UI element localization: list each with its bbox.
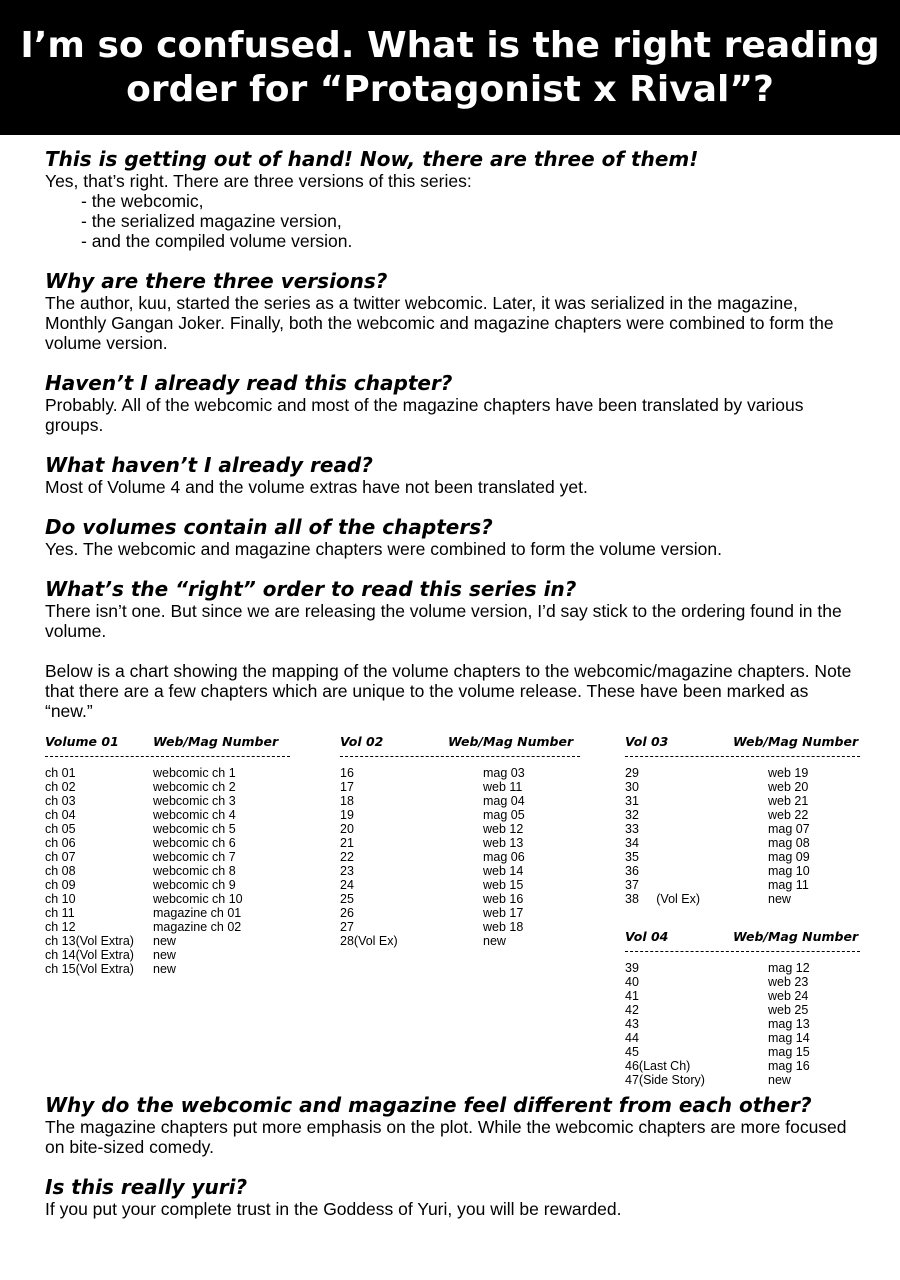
table-row [625, 836, 860, 850]
volume-chapter-cell: 26 [340, 906, 354, 920]
faq-question: Haven’t I already read this chapter? [45, 371, 453, 395]
table-row [45, 920, 290, 934]
table-row [45, 948, 290, 962]
volume-chapter-cell: 23 [340, 864, 354, 878]
volume-chapter-cell: ch 03 [45, 794, 76, 808]
webmag-chapter-cell: web 13 [483, 836, 524, 850]
table-row [340, 920, 580, 934]
webmag-chapter-cell: mag 16 [768, 1059, 810, 1073]
volume-chapter-cell: 17 [340, 780, 354, 794]
table-row [340, 934, 580, 948]
page-title-line-1: I’m so confused. What is the right reading [20, 24, 880, 66]
volume-chapter-cell: 28(Vol Ex) [340, 934, 398, 948]
table-row [625, 1003, 860, 1017]
chart-intro: Below is a chart showing the mapping of the volume chapters to the webcomic/magazine chapters. Note that there are a few chapters which are unique to the volume release. These have been marked as “new.” [45, 661, 852, 721]
version-list [45, 191, 860, 251]
volume-chapter-cell: 45 [625, 1045, 639, 1059]
list-item: - the serialized magazine version, [81, 211, 342, 231]
volume-chapter-cell: 31 [625, 794, 639, 808]
table-row [625, 961, 860, 975]
volume-chapter-cell: ch 10 [45, 892, 76, 906]
volume-chapter-cell: ch 09 [45, 878, 76, 892]
faq-answer: The magazine chapters put more emphasis on the plot. While the webcomic chapters are more focused on bite-sized comedy. [45, 1117, 847, 1157]
volume-chapter-cell: 21 [340, 836, 354, 850]
volume-chapter-cell: ch 08 [45, 864, 76, 878]
webmag-chapter-cell: web 24 [768, 989, 809, 1003]
webmag-chapter-cell: mag 07 [768, 822, 810, 836]
webmag-chapter-cell: web 21 [768, 794, 809, 808]
webmag-chapter-cell: web 16 [483, 892, 524, 906]
webmag-chapter-cell: webcomic ch 2 [153, 780, 236, 794]
volume-chapter-cell: 36 [625, 864, 639, 878]
volume-01-table [45, 735, 290, 976]
volume-chapter-cell: 30 [625, 780, 639, 794]
table-row [340, 906, 580, 920]
volume-03-table [625, 735, 860, 1087]
faq-answer: Most of Volume 4 and the volume extras have not been translated yet. [45, 477, 588, 497]
table-row [625, 1031, 860, 1045]
webmag-chapter-cell: mag 09 [768, 850, 810, 864]
faq-question: Why do the webcomic and magazine feel different from each other? [45, 1093, 812, 1117]
table-row [625, 780, 860, 794]
volume-chapter-cell: 24 [340, 878, 354, 892]
table-row [45, 850, 290, 864]
volume-02-table [340, 735, 580, 948]
column-header-webmag: Web/Mag Number [448, 734, 574, 749]
volume-chapter-cell: 19 [340, 808, 354, 822]
webmag-chapter-cell: mag 10 [768, 864, 810, 878]
webmag-chapter-cell: web 22 [768, 808, 809, 822]
volume-chapter-cell: 20 [340, 822, 354, 836]
webmag-chapter-cell: web 18 [483, 920, 524, 934]
volume-chapter-cell: 27 [340, 920, 354, 934]
title-banner [0, 0, 900, 135]
webmag-chapter-cell: webcomic ch 5 [153, 822, 236, 836]
volume-chapter-cell: 18 [340, 794, 354, 808]
webmag-chapter-cell: web 14 [483, 864, 524, 878]
faq-question: Do volumes contain all of the chapters? [45, 515, 493, 539]
webmag-chapter-cell: mag 06 [483, 850, 525, 864]
webmag-chapter-cell: mag 12 [768, 961, 810, 975]
table-row [625, 1045, 860, 1059]
list-item: - the webcomic, [81, 191, 204, 211]
webmag-chapter-cell: webcomic ch 3 [153, 794, 236, 808]
webmag-chapter-cell: new [768, 1073, 791, 1087]
volume-chapter-cell: 38 (Vol Ex) [625, 892, 701, 906]
volume-chapter-cell: 43 [625, 1017, 639, 1031]
table-header [45, 735, 290, 749]
webmag-chapter-cell: web 15 [483, 878, 524, 892]
table-row [340, 878, 580, 892]
table-row [45, 906, 290, 920]
webmag-chapter-cell: mag 03 [483, 766, 525, 780]
column-header-volume: Volume 01 [45, 734, 119, 749]
table-row [625, 794, 860, 808]
table-row [625, 822, 860, 836]
table-row [625, 892, 860, 906]
table-row [340, 822, 580, 836]
table-row [625, 808, 860, 822]
webmag-chapter-cell: web 12 [483, 822, 524, 836]
table-row [625, 878, 860, 892]
webmag-chapter-cell: webcomic ch 4 [153, 808, 236, 822]
volume-chapter-cell: 47(Side Story) [625, 1073, 705, 1087]
table-row [45, 864, 290, 878]
webmag-chapter-cell: new [483, 934, 506, 948]
table-divider [625, 756, 860, 757]
table-header [340, 735, 580, 749]
webmag-chapter-cell: magazine ch 01 [153, 906, 242, 920]
volume-chapter-cell: 22 [340, 850, 354, 864]
faq-answer: If you put your complete trust in the Goddess of Yuri, you will be rewarded. [45, 1199, 622, 1219]
table-row [45, 934, 290, 948]
webmag-chapter-cell: web 25 [768, 1003, 809, 1017]
faq-question: What haven’t I already read? [45, 453, 373, 477]
volume-chapter-cell: 25 [340, 892, 354, 906]
webmag-chapter-cell: webcomic ch 10 [153, 892, 243, 906]
table-divider [625, 951, 860, 952]
table-row [340, 864, 580, 878]
table-row [45, 808, 290, 822]
page-title-line-2: order for “Protagonist x Rival”? [126, 68, 774, 110]
faq-answer: Yes. The webcomic and magazine chapters were combined to form the volume version. [45, 539, 723, 559]
webmag-chapter-cell: web 19 [768, 766, 809, 780]
volume-chapter-cell: 29 [625, 766, 639, 780]
column-header-volume: Vol 04 [625, 929, 669, 944]
table-divider [45, 756, 290, 757]
column-header-volume: Vol 03 [625, 734, 669, 749]
list-item: - and the compiled volume version. [81, 231, 353, 251]
table-row [340, 780, 580, 794]
table-row [45, 878, 290, 892]
table-divider [340, 756, 580, 757]
webmag-chapter-cell: new [768, 892, 791, 906]
webmag-chapter-cell: webcomic ch 7 [153, 850, 236, 864]
webmag-chapter-cell: web 17 [483, 906, 524, 920]
column-header-volume: Vol 02 [340, 734, 384, 749]
table-row [45, 766, 290, 780]
faq-question: What’s the “right” order to read this series in? [45, 577, 577, 601]
webmag-chapter-cell: webcomic ch 6 [153, 836, 236, 850]
faq-question: Is this really yuri? [45, 1175, 248, 1199]
volume-chapter-cell: 35 [625, 850, 639, 864]
table-row [625, 1073, 860, 1087]
table-row [45, 892, 290, 906]
table-row [340, 892, 580, 906]
table-row [45, 780, 290, 794]
webmag-chapter-cell: mag 14 [768, 1031, 810, 1045]
column-header-webmag: Web/Mag Number [733, 929, 859, 944]
table-header [625, 930, 860, 944]
webmag-chapter-cell: web 11 [483, 780, 523, 794]
webmag-chapter-cell: new [153, 962, 176, 976]
table-row [340, 794, 580, 808]
volume-chapter-cell: ch 04 [45, 808, 76, 822]
volume-chapter-cell: 33 [625, 822, 639, 836]
volume-chapter-cell: ch 15(Vol Extra) [45, 962, 134, 976]
volume-chapter-cell: 41 [625, 989, 639, 1003]
volume-chapter-cell: 42 [625, 1003, 639, 1017]
faq-answer: There isn’t one. But since we are releasing the volume version, I’d say stick to the ordering found in the volume. [45, 601, 842, 641]
volume-chapter-cell: ch 11 [45, 906, 75, 920]
volume-chapter-cell: ch 06 [45, 836, 76, 850]
table-header [625, 735, 860, 749]
volume-chapter-cell: 37 [625, 878, 639, 892]
volume-chapter-cell: 32 [625, 808, 639, 822]
webmag-chapter-cell: mag 05 [483, 808, 525, 822]
faq-answer: The author, kuu, started the series as a twitter webcomic. Later, it was serialized in the magazine, Monthly Gangan Joker. Finally, both the webcomic and magazine chapters were combined to form the volume version. [45, 293, 834, 353]
table-row [340, 808, 580, 822]
webmag-chapter-cell: webcomic ch 1 [153, 766, 236, 780]
column-header-webmag: Web/Mag Number [153, 734, 279, 749]
volume-chapter-cell: 39 [625, 961, 639, 975]
table-row [45, 962, 290, 976]
table-row [340, 850, 580, 864]
faq-question: This is getting out of hand! Now, there are three of them! [45, 147, 699, 171]
chapter-mapping-tables [45, 735, 860, 1093]
volume-chapter-cell: 40 [625, 975, 639, 989]
volume-chapter-cell: ch 12 [45, 920, 76, 934]
webmag-chapter-cell: mag 08 [768, 836, 810, 850]
table-row [45, 794, 290, 808]
webmag-chapter-cell: web 20 [768, 780, 809, 794]
volume-chapter-cell: ch 05 [45, 822, 76, 836]
webmag-chapter-cell: mag 04 [483, 794, 525, 808]
table-row [625, 864, 860, 878]
volume-chapter-cell: ch 14(Vol Extra) [45, 948, 134, 962]
webmag-chapter-cell: new [153, 934, 176, 948]
webmag-chapter-cell: mag 11 [768, 878, 809, 892]
faq-answer: Probably. All of the webcomic and most of the magazine chapters have been translated by various groups. [45, 395, 804, 435]
faq-content [45, 147, 860, 1219]
table-row [625, 850, 860, 864]
volume-chapter-cell: ch 02 [45, 780, 76, 794]
table-row [45, 836, 290, 850]
table-row [625, 989, 860, 1003]
webmag-chapter-cell: webcomic ch 8 [153, 864, 236, 878]
webmag-chapter-cell: mag 15 [768, 1045, 810, 1059]
volume-chapter-cell: ch 07 [45, 850, 76, 864]
table-row [340, 836, 580, 850]
volume-chapter-cell: 34 [625, 836, 639, 850]
table-row [625, 766, 860, 780]
volume-chapter-cell: ch 01 [45, 766, 76, 780]
webmag-chapter-cell: web 23 [768, 975, 809, 989]
volume-chapter-cell: 44 [625, 1031, 639, 1045]
volume-chapter-cell: 16 [340, 766, 354, 780]
table-row [625, 975, 860, 989]
volume-chapter-cell: 46(Last Ch) [625, 1059, 691, 1073]
volume-chapter-cell: ch 13(Vol Extra) [45, 934, 134, 948]
webmag-chapter-cell: magazine ch 02 [153, 920, 242, 934]
table-row [625, 1059, 860, 1073]
webmag-chapter-cell: webcomic ch 9 [153, 878, 236, 892]
table-row [45, 822, 290, 836]
webmag-chapter-cell: new [153, 948, 176, 962]
faq-question: Why are there three versions? [45, 269, 388, 293]
faq-answer: Yes, that’s right. There are three versions of this series: [45, 171, 472, 191]
webmag-chapter-cell: mag 13 [768, 1017, 810, 1031]
table-row [625, 1017, 860, 1031]
column-header-webmag: Web/Mag Number [733, 734, 859, 749]
table-row [340, 766, 580, 780]
